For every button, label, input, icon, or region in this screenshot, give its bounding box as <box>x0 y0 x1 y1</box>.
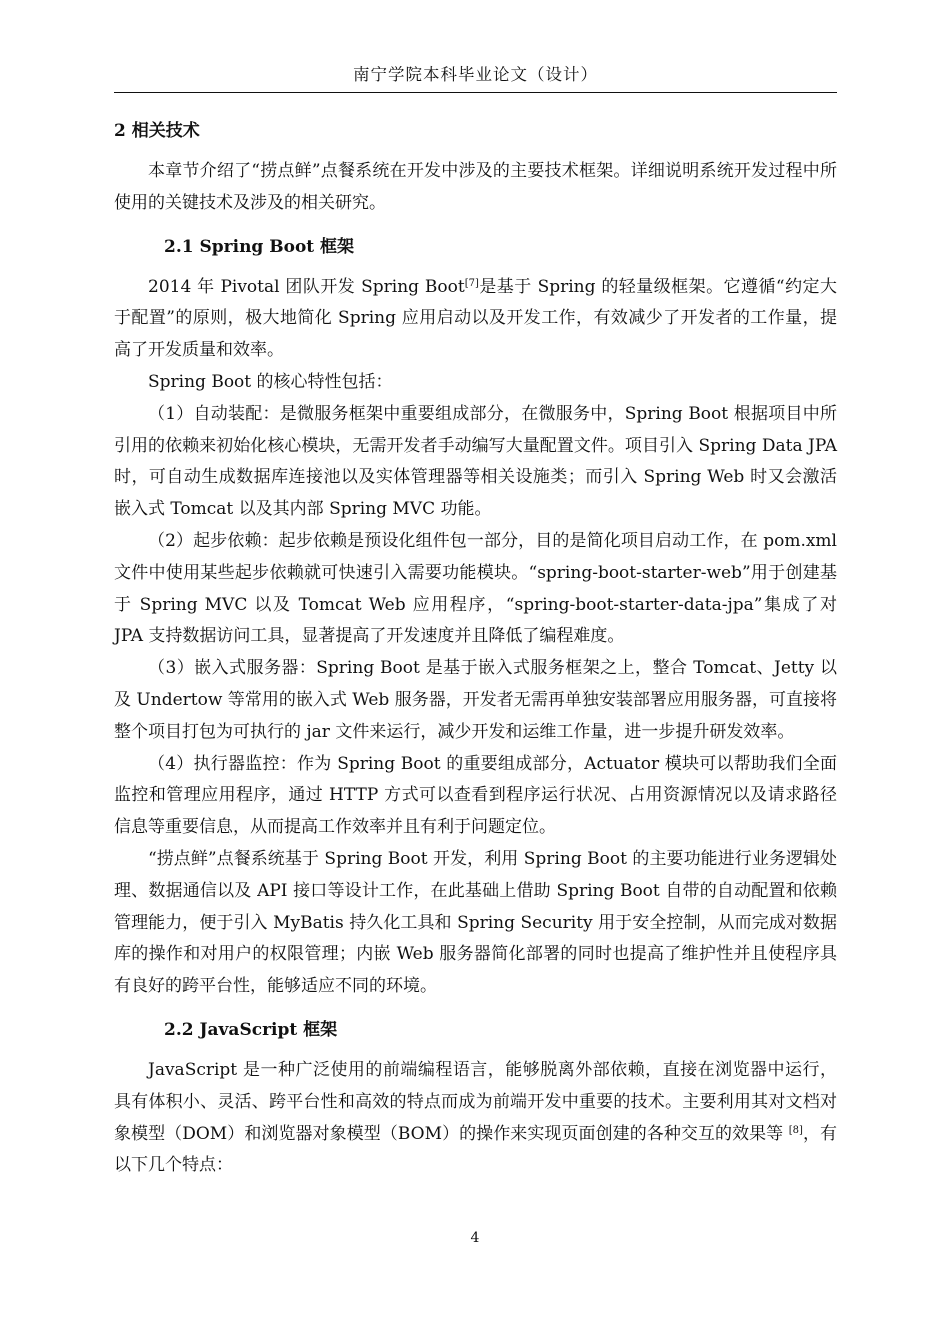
paragraph-text: 是基于 Spring 的轻量级框架。它遵循“约定大于配置”的原则，极大地简化 Spring 应用启动以及开发工作，有效减少了开发者的工作量，提高了开发质量和效率。 <box>114 276 837 361</box>
header-title: 南宁学院本科毕业论文（设计） <box>353 65 598 84</box>
core-features-lead: Spring Boot 的核心特性包括： <box>148 371 393 392</box>
javascript-intro-paragraph <box>114 1055 837 1182</box>
paragraph-text: ，有以下几个特点： <box>114 1123 838 1176</box>
feature-starter-deps-paragraph: （2）起步依赖：起步依赖是预设化组件包一部分，目的是简化项目启动工作，在 pom.xml 文件中使用某些起步依赖就可快速引入需要功能模块。“spring-boot-starter-web”用于创建基于 Spring MVC 以及 Tomcat Web 应用程序，“spring-boot-starter-data-jpa”集成了对 JPA 支持数据访问工具，显著提高了开发速度并且降低了编程难度。 <box>114 530 837 647</box>
system-usage-paragraph: “捞点鲜”点餐系统基于 Spring Boot 开发，利用 Spring Boot 的主要功能进行业务逻辑处理、数据通信以及 API 接口等设计工作，在此基础上借助 Spring Boot 自带的自动配置和依赖管理能力，便于引入 MyBatis 持久化工具和 Spring Security 用于安全控制，从而完成对数据库的操作和对用户的权限管理；内嵌 Web 服务器简化部署的同时也提高了维护性并且使程序具有良好的跨平台性，能够适应不同的环境。 <box>114 848 837 997</box>
feature-actuator-paragraph: （4）执行器监控：作为 Spring Boot 的重要组成部分，Actuator 模块可以帮助我们全面监控和管理应用程序，通过 HTTP 方式可以查看到程序运行状况、占用资源情况以及请求路径信息等重要信息，从而提高工作效率并且有利于问题定位。 <box>114 753 837 838</box>
page-header <box>114 62 837 93</box>
feature-embedded-server-paragraph: （3）嵌入式服务器：Spring Boot 是基于嵌入式服务框架之上，整合 Tomcat、Jetty 以及 Undertow 等常用的嵌入式 Web 服务器，开发者无需再单独安装部署应用服务器，可直接将整个项目打包为可执行的 jar 文件来运行，减少开发和运维工作量，进一步提升研发效率。 <box>114 658 837 742</box>
page-number: 4 <box>470 1230 480 1246</box>
section-heading-2-2: 2.2 JavaScript 框架 <box>164 1019 338 1040</box>
paragraph-text: 2014 年 Pivotal 团队开发 Spring Boot <box>148 276 465 297</box>
chapter-intro-paragraph: 本章节介绍了“捞点鲜”点餐系统在开发中涉及的主要技术框架。详细说明系统开发过程中所使用的关键技术及涉及的相关研究。 <box>114 161 837 213</box>
chapter-heading: 2 相关技术 <box>114 121 200 141</box>
paragraph-text: JavaScript 是一种广泛使用的前端编程语言，能够脱离外部依赖，直接在浏览器中运行，具有体积小、灵活、跨平台性和高效的特点而成为前端开发中重要的技术。主要利用其对文档对象模型（DOM）和浏览器对象模型（BOM）的操作来实现页面创建的各种交互的效果等 <box>114 1059 837 1144</box>
section-heading-2-1: 2.1 Spring Boot 框架 <box>164 236 355 257</box>
page-body <box>114 116 837 1182</box>
citation-ref-7: [7] <box>464 277 479 289</box>
citation-ref-8: [8] <box>788 1124 803 1136</box>
feature-auto-config-paragraph: （1）自动装配：是微服务框架中重要组成部分，在微服务中，Spring Boot 根据项目中所引用的依赖来初始化核心模块，无需开发者手动编写大量配置文件。项目引入 Spring Data JPA 时，可自动生成数据库连接池以及实体管理器等相关设施类；而引入 Spring Web 时又会激活嵌入式 Tomcat 以及其内部 Spring MVC 功能。 <box>114 403 837 520</box>
spring-boot-intro-paragraph <box>114 272 837 367</box>
